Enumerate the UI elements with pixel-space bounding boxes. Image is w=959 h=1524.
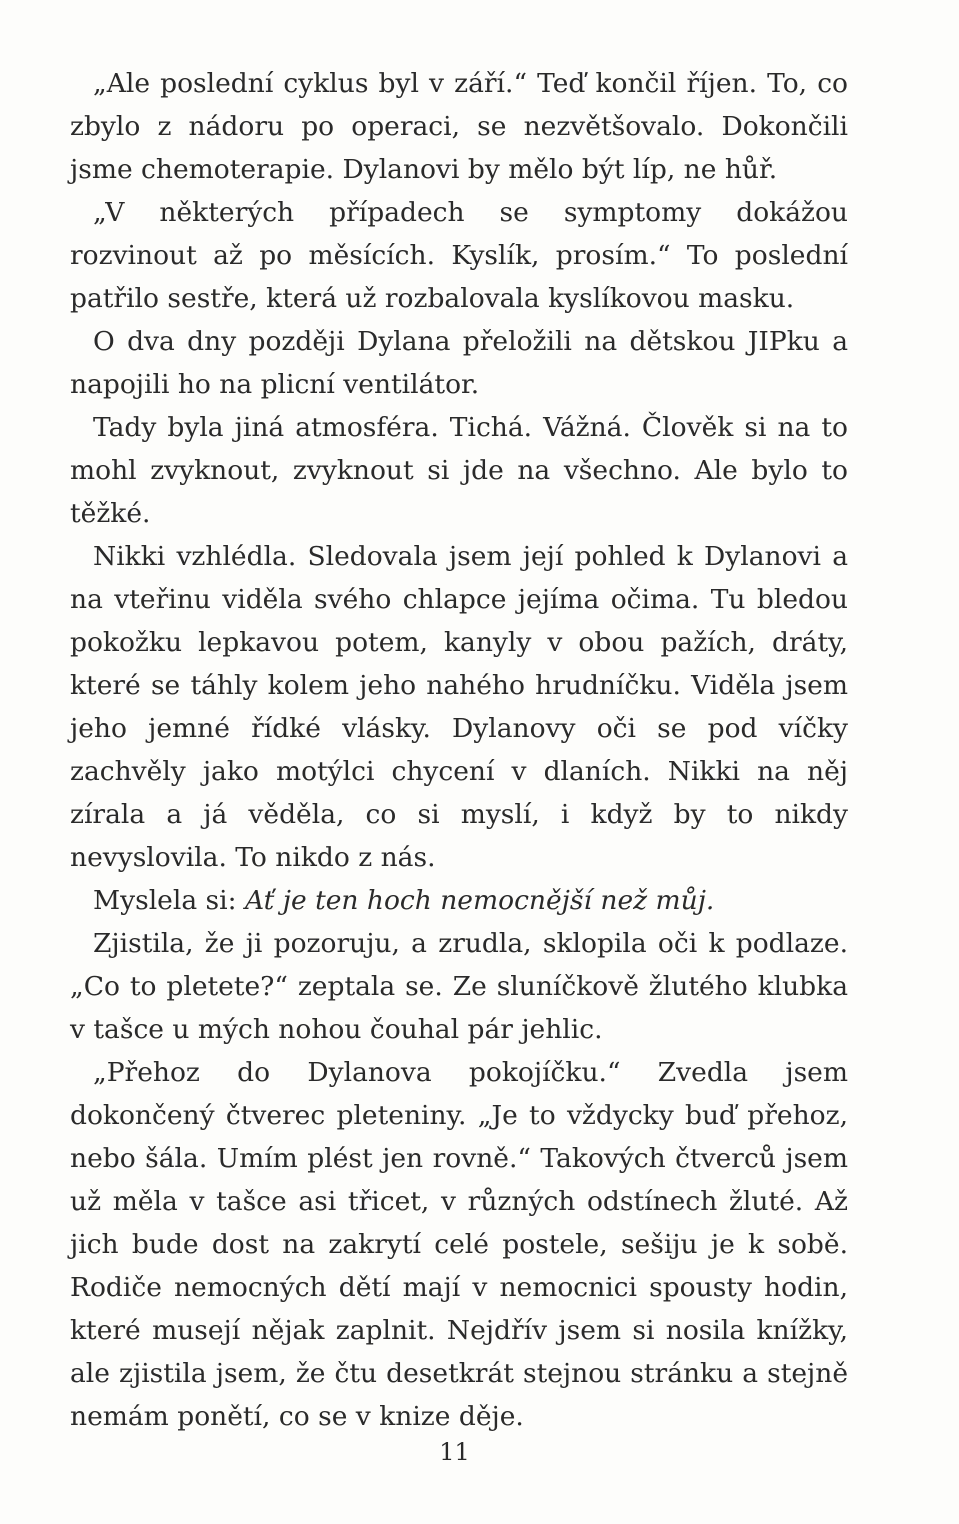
paragraph: Zjistila, že ji pozoruju, a zrudla, sklopila oči k podlaze. „Co to pletete?“ zeptala se. Ze sluníčkově žlutého klubka v tašce u mých nohou čouhal pár jehlic. (70, 928, 848, 1045)
paragraph-thought (70, 879, 848, 922)
paragraph: „Přehoz do Dylanova pokojíčku.“ Zvedla jsem dokončený čtverec pleteniny. „Je to vždycky buď přehoz, nebo šála. Umím plést jen rovně.“ Takových čtverců jsem už měla v tašce asi třicet, v různých odstínech žluté. Až jich bude dost na zakrytí celé postele, sešiju je k sobě. Rodiče nemocných dětí mají v nemocnici spousty hodin, které musejí nějak zaplnit. Nejdřív jsem si nosila knížky, ale zjistila jsem, že čtu desetkrát stejnou stránku a stejně nemám ponětí, co se v knize děje. (70, 1057, 848, 1432)
paragraph: O dva dny později Dylana přeložili na dětskou JIPku a napojili ho na plicní ventilátor. (70, 326, 848, 400)
thought-italic: Ať je ten hoch nemocnější než můj. (245, 885, 715, 916)
thought-lead: Myslela si: (93, 885, 245, 916)
body-text (70, 62, 848, 1438)
paragraph: „V některých případech se symptomy dokážou rozvinout až po měsících. Kyslík, prosím.“ To poslední patřilo sestře, která už rozbalovala kyslíkovou masku. (70, 197, 848, 314)
paragraph: „Ale poslední cyklus byl v září.“ Teď končil říjen. To, co zbylo z nádoru po operaci, se nezvětšovalo. Dokončili jsme chemoterapie. Dylanovi by mělo být líp, ne hůř. (70, 68, 848, 185)
paragraph: Nikki vzhlédla. Sledovala jsem její pohled k Dylanovi a na vteřinu viděla svého chlapce jejíma očima. Tu bledou pokožku lepkavou potem, kanyly v obou pažích, dráty, které se táhly kolem jeho nahého hrudníčku. Viděla jsem jeho jemné řídké vlásky. Dylanovy oči se pod víčky zachvěly jako motýlci chycení v dlaních. Nikki na něj zírala a já věděla, co si myslí, i když by to nikdy nevyslovila. To nikdo z nás. (70, 541, 848, 873)
page-number: 11 (439, 1438, 470, 1466)
paragraph: Tady byla jiná atmosféra. Tichá. Vážná. Člověk si na to mohl zvyknout, zvyknout si jde na všechno. Ale bylo to těžké. (70, 412, 848, 529)
